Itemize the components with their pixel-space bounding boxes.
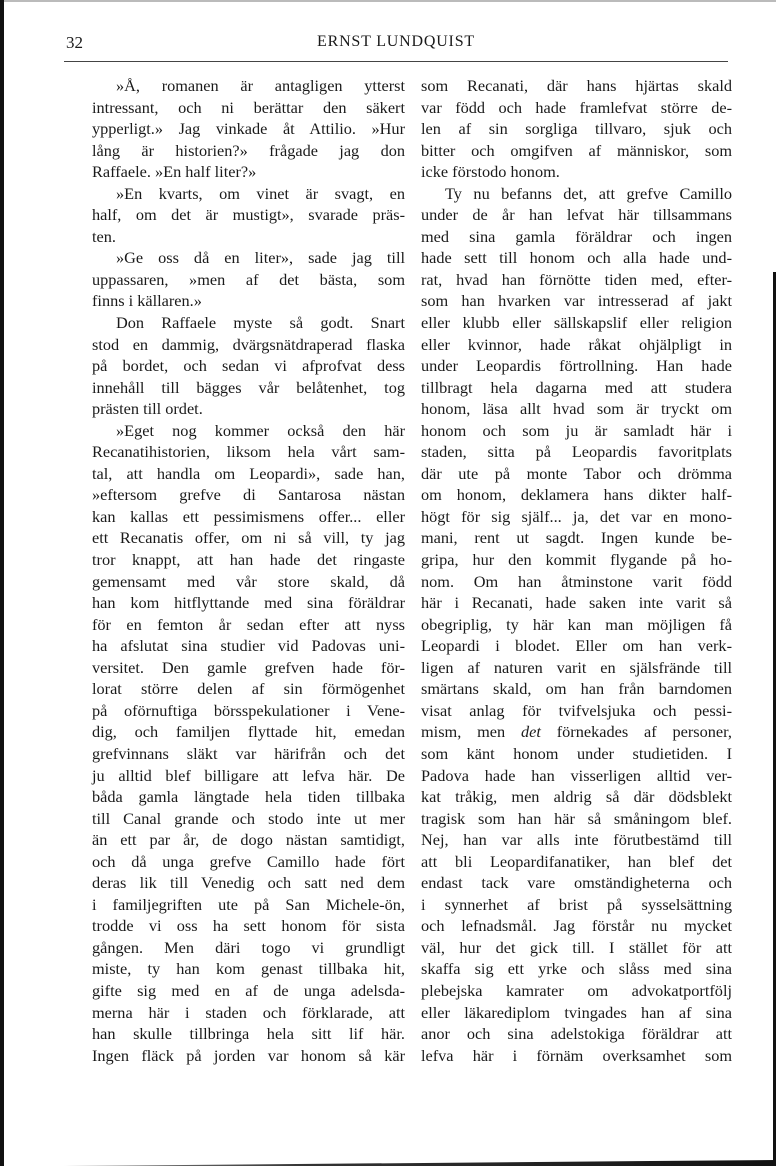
text-line: lång är historien?» frågade jag don (92, 140, 405, 160)
text-line: hade sett till honom och alla hade und- (421, 248, 732, 268)
scan-left-edge (0, 0, 4, 1166)
text-line: Ty nu befanns det, att grefve Camillo (445, 183, 732, 203)
text-line: tal, att handla om Leopardi», sade han, (92, 463, 405, 483)
text-line: Nej, han var alls inte förutbestämd till (421, 830, 732, 850)
text-line: Recanatihistorien, liksom hela vårt sam- (92, 442, 405, 462)
left-text-column (92, 75, 405, 1066)
text-line: len af sin sorgliga tillvaro, sjuk och (421, 119, 732, 139)
page-number: 32 (66, 33, 83, 52)
text-line: där ute på monte Tabor och drömma (421, 463, 732, 483)
text-line: ett Recanatis offer, om ni så vill, ty jag (92, 528, 405, 548)
text-line: »eftersom grefve di Santarosa nästan (92, 485, 405, 505)
text-line: till Canal grande och stodo inte ut mer (92, 808, 405, 828)
text-line: tillbragt hela dagarna med att studera (421, 377, 732, 397)
text-run: förnekades af personer, (540, 722, 732, 742)
text-line: högt för sig själf... ja, det var en mono- (421, 506, 732, 526)
text-line: »Å, romanen är antagligen ytterst (116, 76, 405, 95)
text-line: nom. Om han åtminstone varit född (421, 571, 732, 591)
text-line: plebejska kamrater om advokatportfölj (421, 980, 732, 1000)
text-line: väl, hur det gick till. I stället för att (421, 937, 732, 957)
text-line: han skulle tillbringa hela sitt lif här. (92, 1024, 405, 1044)
text-line: gripa, hur den kommit flygande på ho- (421, 550, 732, 570)
text-line: intressant, och ni berättar den säkert (92, 97, 405, 117)
text-line: gemensamt med vår store skald, då (92, 571, 405, 591)
text-line: kan kallas ett pessimismens offer... eller (92, 506, 405, 526)
text-line: honom och som ju är samladt här i (421, 420, 732, 440)
running-head (66, 33, 726, 55)
text-line: skaffa sig ett yrke och slåss med sina (421, 959, 732, 979)
text-run: mism, men (421, 722, 521, 742)
text-line: lefva här i förnäm overksamhet som (421, 1045, 732, 1065)
text-line: än ett par år, de dogo nästan samtidigt, (92, 830, 405, 850)
text-line: gifte sig med en af de unga adelsda- (92, 980, 405, 1000)
text-line: merna här i staden och förklarade, att (92, 1002, 405, 1022)
text-line: och lefnadsmål. Jag förstår nu mycket (421, 916, 732, 936)
text-line: visat anlag för tvifvelsjuka och pessi- (421, 700, 732, 720)
right-text-column (421, 75, 732, 1066)
text-line: Don Raffaele myste så godt. Snart (116, 313, 405, 333)
text-line: tror knappt, att han hade det ringaste (92, 550, 405, 570)
text-line: som känt honom under studietiden. I (421, 743, 732, 763)
text-line: tragisk som han här så småningom blef. (421, 808, 732, 828)
text-line: innehåll till bägges vår belåtenhet, tog (92, 377, 405, 397)
text-line: dig, och familjen flyttade hit, emedan (92, 722, 405, 742)
text-line: under de år han lefvat här tillsammans (421, 205, 732, 225)
text-line: ju alltid blef billigare att lefva här. De (92, 765, 405, 785)
text-line: Ingen fläck på jorden var honom så kär (92, 1045, 405, 1065)
text-line: att bli Leopardifanatiker, han blef det (421, 851, 732, 871)
text-line: stod en dammig, dvärgsnätdraperad flaska (92, 334, 405, 354)
text-line: var född och hade framlefvat större de- (421, 97, 732, 117)
text-line: som han hvarken var intresserad af jakt (421, 291, 732, 311)
text-line: i familjegriften ute på San Michele-ön, (92, 894, 405, 914)
text-line: i synnerhet af brist på sysselsättning (421, 894, 732, 914)
text-line: endast tack vare omständigheterna och (421, 873, 732, 893)
text-line: på oförnuftiga börsspekulationer i Vene- (92, 700, 405, 720)
text-line: under Leopardis förtrollning. Han hade (421, 356, 732, 376)
text-line: ha afslutat sina studier vid Padovas uni- (92, 636, 405, 656)
text-line: båda gamla längtade hela tiden tillbaka (92, 787, 405, 807)
text-line: prästen till ordet. (92, 399, 203, 419)
text-line: gången. Men däri togo vi grundligt (92, 937, 405, 957)
text-line: här i Recanati, hade saken inte varit så (421, 593, 732, 613)
text-line: »Ge oss då en liter», sade jag till (116, 248, 405, 268)
text-line: »Eget nog kommer också den här (116, 420, 405, 440)
text-line: han kom hitflyttande med sina föräldrar (92, 593, 405, 613)
text-line: anor och sina adelstokiga föräldrar att (421, 1024, 732, 1044)
text-line: staden, sitta på Leopardis favoritplats (421, 442, 732, 462)
scan-bottom-edge (0, 1160, 776, 1166)
text-line: grefvinnans släkt var härifrån och det (92, 743, 405, 763)
text-line: på bordet, och sedan vi afprofvat dess (92, 356, 405, 376)
text-line: som Recanati, där hans hjärtas skald (421, 76, 732, 95)
text-line: Leopardi i blodet. Eller om han verk- (421, 636, 732, 656)
text-line: eller kvinnor, hade råkat ohjälpligt in (421, 334, 732, 354)
text-line: och då unga grefve Camillo hade fört (92, 851, 405, 871)
text-line: honom, läsa allt hvad som är tryckt om (421, 399, 732, 419)
text-line: bitter och omgifven af människor, som (421, 140, 732, 160)
text-line: miste, ty han kom genast tillbaka hit, (92, 959, 405, 979)
text-line: trodde vi oss ha sett honom för sista (92, 916, 405, 936)
scan-top-edge (0, 0, 776, 2)
text-line: finns i källaren.» (92, 291, 202, 311)
text-line: med sina gamla föräldrar och ingen (421, 226, 732, 246)
header-rule (64, 61, 728, 62)
text-line: rat, hvad han förnötte tiden med, efter- (421, 269, 732, 289)
text-line: eller klubb eller sällskapslif eller religion (421, 313, 732, 333)
text-line: kat tråkig, men aldrig så där dödsblekt (421, 787, 732, 807)
text-line: ligen af naturen varit en själsfrände till (421, 657, 732, 677)
running-title: ERNST LUNDQUIST (317, 33, 475, 50)
text-line: obegriplig, ty här kan man möjligen få (421, 614, 732, 634)
text-line: för en femton år sedan efter att nyss (92, 614, 405, 634)
text-line (421, 721, 732, 743)
text-line: half, om det är mustigt», svarade präs- (92, 205, 405, 225)
text-line: uppassaren, »men af det bästa, som (92, 269, 405, 289)
text-line: lorat större delen af sin förmögenhet (92, 679, 405, 699)
text-line: Padova hade han visserligen alltid ver- (421, 765, 732, 785)
text-line: om honom, deklamera hans dikter half- (421, 485, 732, 505)
text-line: Raffaele. »En half liter?» (92, 162, 257, 182)
text-line: ypperligt.» Jag vinkade åt Attilio. »Hur (92, 119, 405, 139)
text-line: deras lik till Venedig och satt ned dem (92, 873, 405, 893)
text-line: »En kvarts, om vinet är svagt, en (116, 183, 405, 203)
text-line: ten. (92, 226, 116, 246)
text-line: smärtans skald, om han från barndomen (421, 679, 732, 699)
text-line: eller läkarediplom tvingades han af sina (421, 1002, 732, 1022)
emphasized-word: det (521, 722, 541, 742)
text-line: icke förstodo honom. (421, 162, 560, 182)
text-line: mani, rent ut sagdt. Ingen kunde be- (421, 528, 732, 548)
text-line: versitet. Den gamle grefven hade för- (92, 657, 405, 677)
